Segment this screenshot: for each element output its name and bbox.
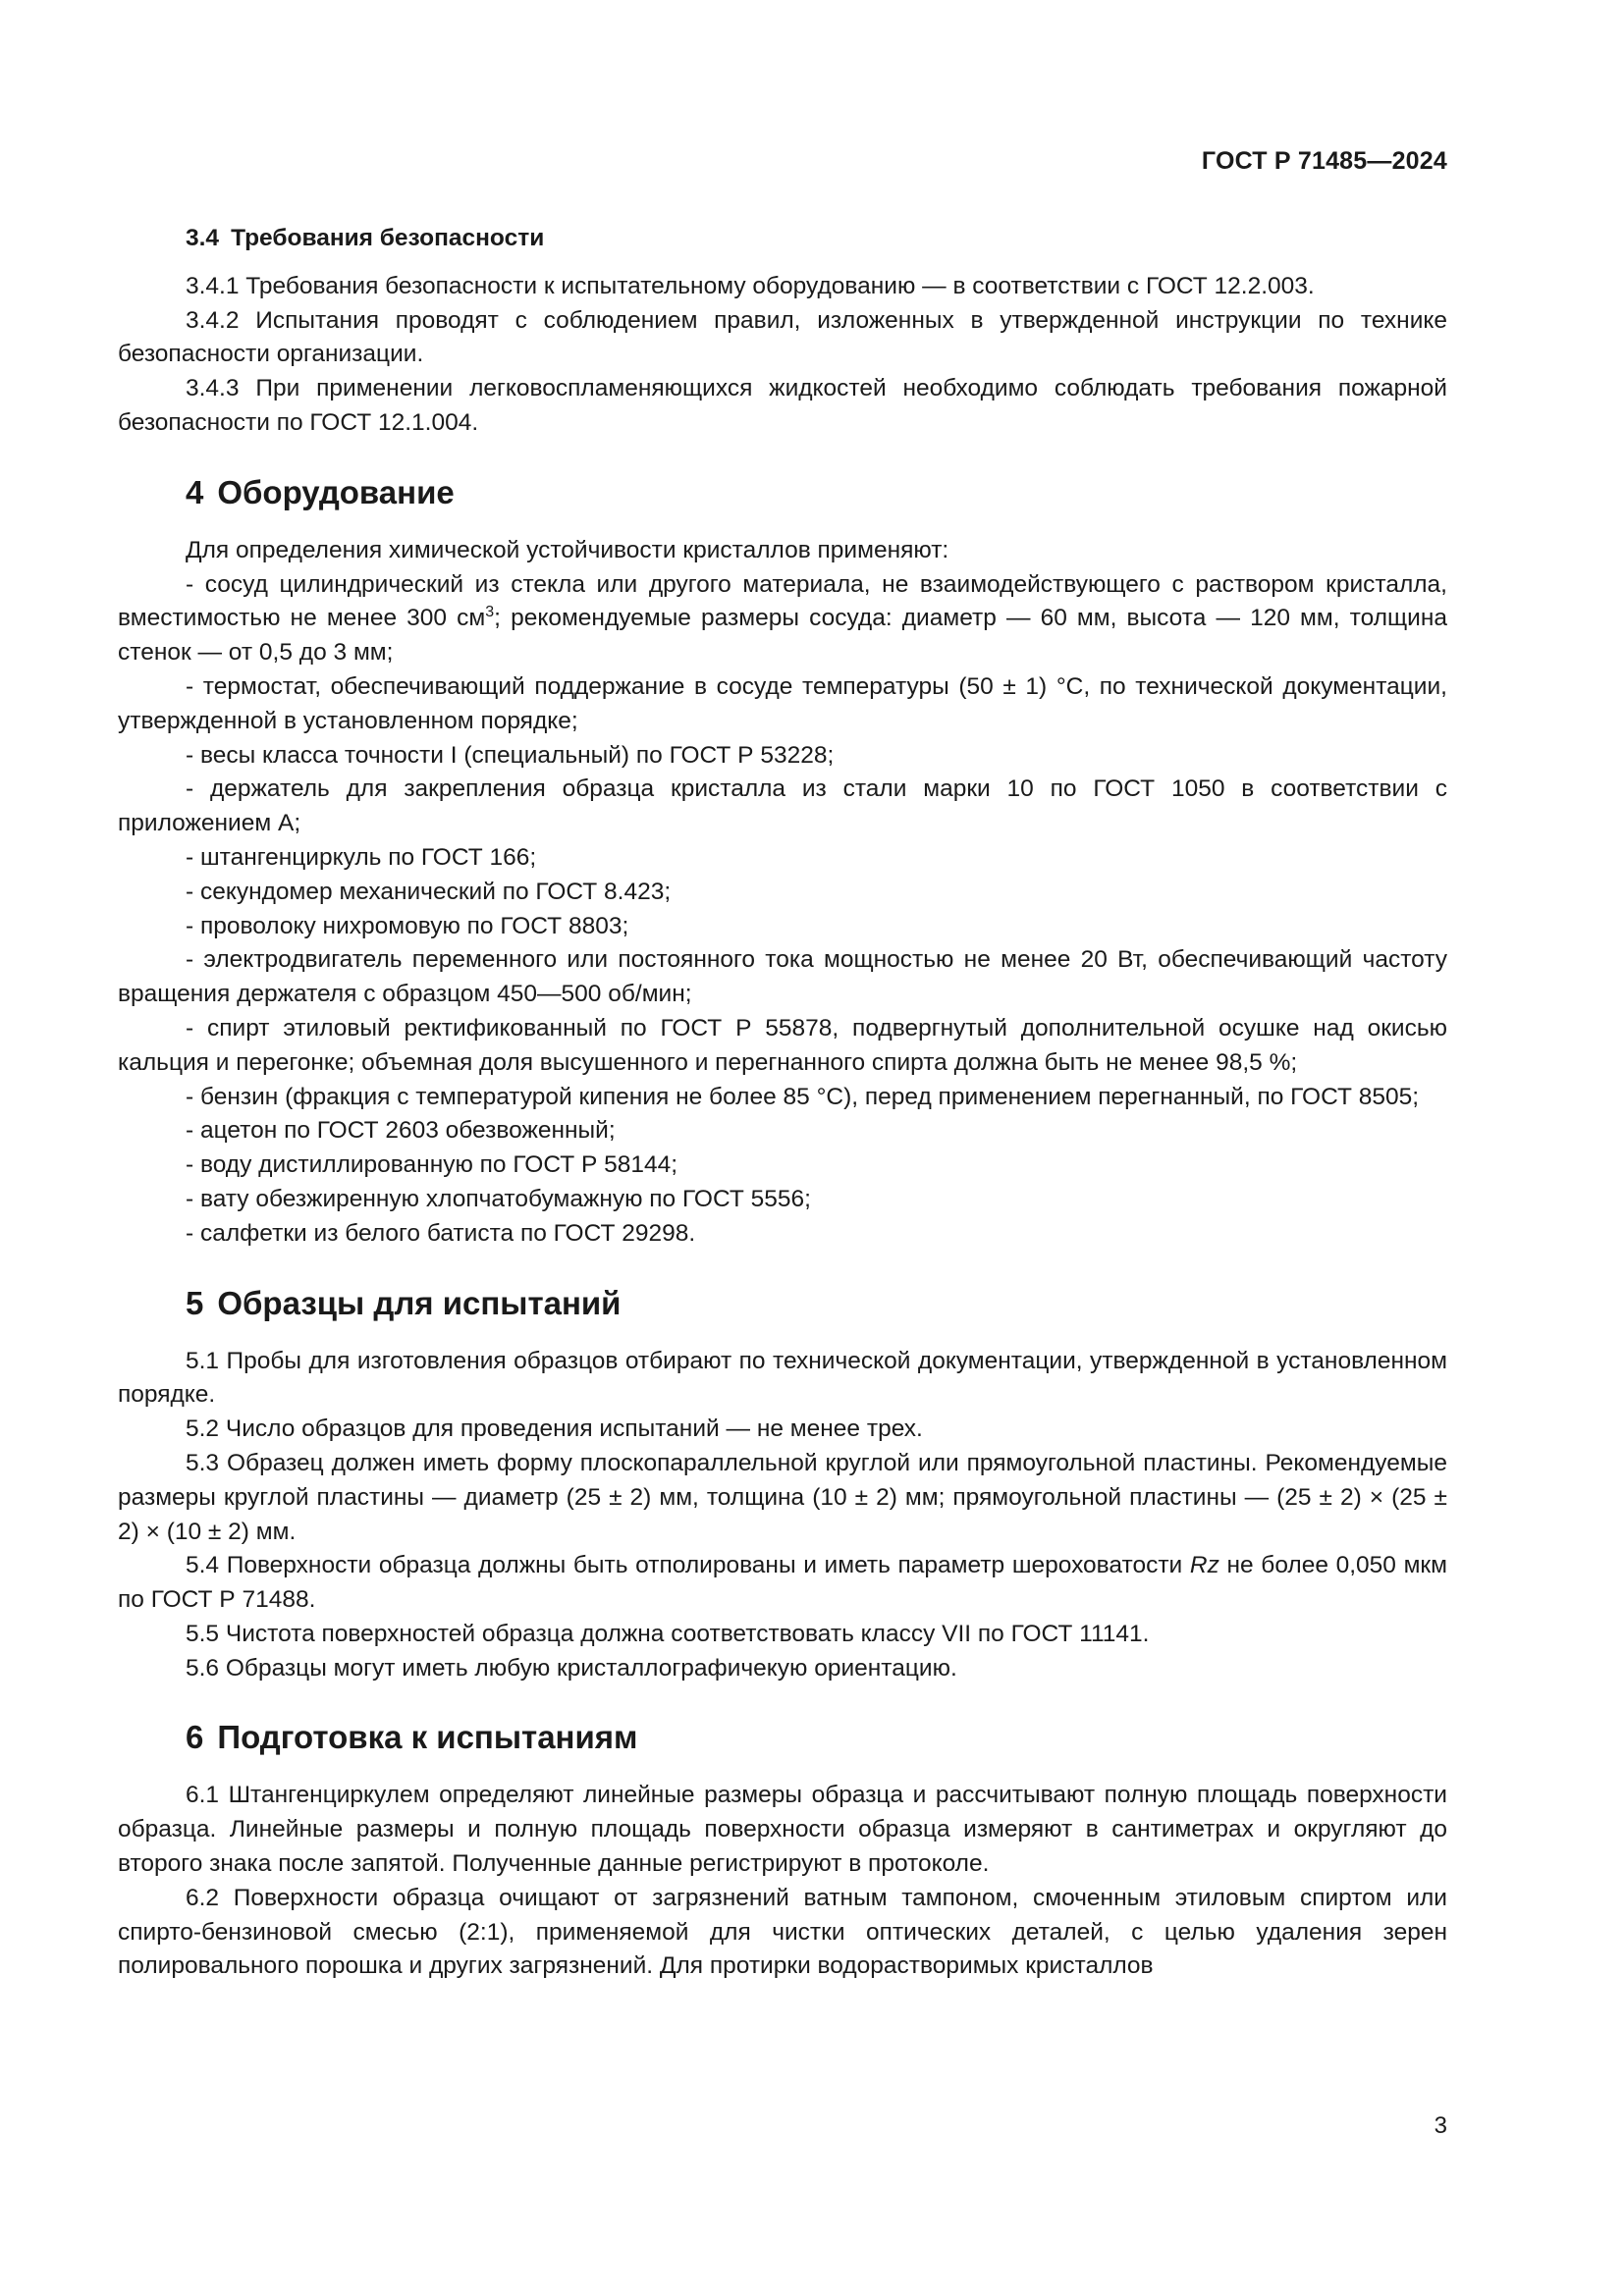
paragraph-5-1: 5.1 Пробы для изготовления образцов отбирают по технической документации, утвержденной в установленном порядке. — [118, 1347, 1447, 1409]
paragraph-5-4 — [118, 1549, 1447, 1618]
superscript: 3 — [485, 604, 495, 621]
section-title: Подготовка к испытаниям — [217, 1719, 638, 1756]
section-number: 6 — [186, 1719, 204, 1756]
roughness-parameter: Rz — [1189, 1552, 1219, 1579]
paragraph-3-4-1: 3.4.1 Требования безопасности к испытательному оборудованию — в соответствии с ГОСТ 12.2.003. — [186, 272, 1315, 299]
equipment-intro: Для определения химической устойчивости кристаллов применяют: — [186, 536, 949, 563]
section-heading-4 — [186, 473, 1447, 512]
equipment-item-text: - сосуд цилиндрический из стекла или другого материала, не взаимодействующего с раствором кристалла, вместимостью не менее 300 см — [118, 570, 1447, 632]
equipment-item: - ацетон по ГОСТ 2603 обезвоженный; — [186, 1117, 616, 1145]
paragraph-5-2: 5.2 Число образцов для проведения испытаний — не менее трех. — [186, 1415, 923, 1443]
document-code: ГОСТ Р 71485—2024 — [1201, 147, 1447, 175]
equipment-item: - держатель для закрепления образца кристалла из стали марки 10 по ГОСТ 1050 в соответствии с приложением А; — [118, 775, 1447, 837]
page-content — [118, 222, 1447, 1984]
section-heading-5 — [186, 1284, 1447, 1323]
paragraph-6-1: 6.1 Штангенциркулем определяют линейные размеры образца и рассчитывают полную площадь поверхности образца. Линейные размеры и полную площадь поверхности образца измеряют в сантиметрах и округляют до второго знака после запятой. Полученные данные регистрируют в протоколе. — [118, 1782, 1447, 1878]
paragraph-3-4-2: 3.4.2 Испытания проводят с соблюдением правил, изложенных в утвержденной инструкции по технике безопасности организации. — [118, 306, 1447, 368]
equipment-item: - проволоку нихромовую по ГОСТ 8803; — [186, 912, 629, 939]
paragraph-6-2: 6.2 Поверхности образца очищают от загрязнений ватным тампоном, смоченным этиловым спиртом или спирто-бензиновой смесью (2:1), применяемой для чистки оптических деталей, с целью удаления зерен полировального порошка и других загрязнений. Для протирки водорастворимых кристаллов — [118, 1884, 1447, 1980]
section-number: 4 — [186, 473, 204, 510]
equipment-item: - спирт этиловый ректификованный по ГОСТ Р 55878, подвергнутый дополнительной осушке над окисью кальция и перегонке; объемная доля высушенного и перегнанного спирта должна быть не менее 98,5 %; — [118, 1014, 1447, 1076]
section-heading-6 — [186, 1718, 1447, 1757]
equipment-item: - воду дистиллированную по ГОСТ Р 58144; — [186, 1151, 678, 1179]
paragraph-text: 5.4 Поверхности образца должны быть отполированы и иметь параметр шероховатости — [186, 1552, 1190, 1579]
section-number: 5 — [186, 1284, 204, 1321]
equipment-item: - штангенциркуль по ГОСТ 166; — [186, 843, 537, 871]
equipment-item — [118, 568, 1447, 670]
paragraph-3-4-3: 3.4.3 При применении легковоспламеняющихся жидкостей необходимо соблюдать требования пожарной безопасности по ГОСТ 12.1.004. — [118, 375, 1447, 436]
section-title: Оборудование — [217, 473, 455, 510]
equipment-item: - электродвигатель переменного или постоянного тока мощностью не менее 20 Вт, обеспечивающий частоту вращения держателя с образцом 450—500 об/мин; — [118, 946, 1447, 1008]
page-number: 3 — [1434, 2112, 1447, 2139]
paragraph-5-3: 5.3 Образец должен иметь форму плоскопараллельной круглой или прямоугольной пластины. Рекомендуемые размеры круглой пластины — диаметр (25 ± 2) мм, толщина (10 ± 2) мм; прямоугольной пластины — (25 ± 2) × (25 ± 2) × (10 ± 2) мм. — [118, 1449, 1447, 1545]
equipment-item: - термостат, обеспечивающий поддержание в сосуде температуры (50 ± 1) °С, по технической документации, утвержденной в установленном порядке; — [118, 672, 1447, 734]
paragraph-5-5: 5.5 Чистота поверхностей образца должна соответствовать классу VII по ГОСТ 11141. — [186, 1620, 1150, 1647]
subsection-heading-3-4 — [186, 222, 1447, 256]
equipment-item: - вату обезжиренную хлопчатобумажную по ГОСТ 5556; — [186, 1185, 811, 1212]
equipment-item: - салфетки из белого батиста по ГОСТ 29298. — [186, 1219, 696, 1247]
paragraph-text: не более 0,050 мкм по ГОСТ Р 71488. — [118, 1552, 1447, 1614]
subsection-title: Требования безопасности — [231, 225, 545, 251]
section-title: Образцы для испытаний — [217, 1284, 622, 1321]
equipment-item: - секундомер механический по ГОСТ 8.423; — [186, 878, 672, 905]
equipment-item: - весы класса точности I (специальный) по ГОСТ Р 53228; — [186, 741, 835, 769]
equipment-item-text: ; рекомендуемые размеры сосуда: диаметр — 60 мм, высота — 120 мм, толщина стенок — от 0,5 до 3 мм; — [118, 605, 1447, 667]
subsection-number: 3.4 — [186, 225, 220, 251]
equipment-item: - бензин (фракция с температурой кипения не более 85 °С), перед применением перегнанный, по ГОСТ 8505; — [186, 1083, 1420, 1110]
paragraph-5-6: 5.6 Образцы могут иметь любую кристаллографичекую ориентацию. — [186, 1654, 957, 1682]
